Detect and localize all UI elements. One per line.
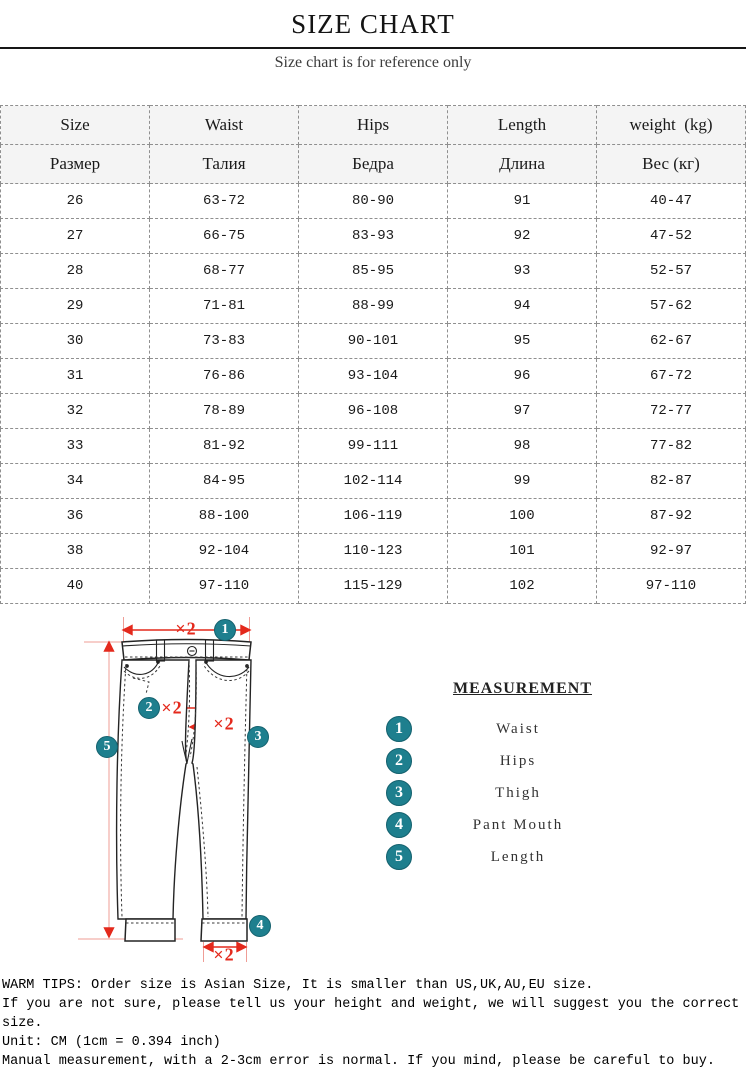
cell-hips: 88-99 bbox=[299, 289, 448, 324]
cell-waist: 92-104 bbox=[150, 534, 299, 569]
tips-line: Manual measurement, with a 2-3cm error is normal. If you mind, please be careful to buy. bbox=[2, 1054, 715, 1069]
cell-waist: 63-72 bbox=[150, 184, 299, 219]
legend-item-waist bbox=[380, 716, 665, 742]
cell-weight: 77-82 bbox=[597, 429, 746, 464]
marker-circle-4-icon: 4 bbox=[249, 915, 271, 937]
cell-weight: 72-77 bbox=[597, 394, 746, 429]
cell-length: 97 bbox=[448, 394, 597, 429]
cell-hips: 83-93 bbox=[299, 219, 448, 254]
col-header-waist: Waist bbox=[150, 106, 299, 145]
cell-length: 99 bbox=[448, 464, 597, 499]
cell-size: 38 bbox=[1, 534, 150, 569]
table-row bbox=[1, 429, 746, 464]
cell-size: 26 bbox=[1, 184, 150, 219]
cell-length: 91 bbox=[448, 184, 597, 219]
cell-size: 32 bbox=[1, 394, 150, 429]
legend-circle-3-icon: 3 bbox=[386, 780, 412, 806]
cell-hips: 80-90 bbox=[299, 184, 448, 219]
cell-weight: 62-67 bbox=[597, 324, 746, 359]
legend-label: Length bbox=[490, 848, 546, 865]
col-header-size-ru: Размер bbox=[1, 145, 150, 184]
measurement-diagram bbox=[0, 604, 746, 974]
legend-label: Waist bbox=[496, 720, 540, 737]
table-row bbox=[1, 184, 746, 219]
tips-line: Unit: CM (1cm = 0.394 inch) bbox=[2, 1035, 221, 1050]
legend-circle-1-icon: 1 bbox=[386, 716, 412, 742]
cell-length: 96 bbox=[448, 359, 597, 394]
cell-size: 29 bbox=[1, 289, 150, 324]
marker-circle-2-icon: 2 bbox=[138, 697, 160, 719]
cell-weight: 82-87 bbox=[597, 464, 746, 499]
table-row bbox=[1, 289, 746, 324]
cell-hips: 102-114 bbox=[299, 464, 448, 499]
legend-circle-5-icon: 5 bbox=[386, 844, 412, 870]
cell-hips: 115-129 bbox=[299, 569, 448, 604]
x2-label-thigh: ×2 bbox=[213, 713, 235, 734]
cell-hips: 110-123 bbox=[299, 534, 448, 569]
table-row bbox=[1, 394, 746, 429]
cell-size: 34 bbox=[1, 464, 150, 499]
cell-length: 94 bbox=[448, 289, 597, 324]
table-row bbox=[1, 219, 746, 254]
cell-length: 102 bbox=[448, 569, 597, 604]
cell-waist: 66-75 bbox=[150, 219, 299, 254]
cell-hips: 85-95 bbox=[299, 254, 448, 289]
legend-item-thigh bbox=[380, 780, 665, 806]
cell-hips: 99-111 bbox=[299, 429, 448, 464]
cell-weight: 47-52 bbox=[597, 219, 746, 254]
col-header-size: Size bbox=[1, 106, 150, 145]
legend-circle-2-icon: 2 bbox=[386, 748, 412, 774]
col-header-weight: weight (kg) bbox=[597, 106, 746, 145]
cell-size: 33 bbox=[1, 429, 150, 464]
cell-waist: 81-92 bbox=[150, 429, 299, 464]
legend-label: Pant Mouth bbox=[472, 816, 564, 833]
cell-size: 40 bbox=[1, 569, 150, 604]
warm-tips bbox=[0, 976, 746, 1071]
cell-weight: 97-110 bbox=[597, 569, 746, 604]
cell-hips: 90-101 bbox=[299, 324, 448, 359]
cell-weight: 92-97 bbox=[597, 534, 746, 569]
table-row bbox=[1, 254, 746, 289]
cell-weight: 57-62 bbox=[597, 289, 746, 324]
table-row bbox=[1, 464, 746, 499]
cell-waist: 73-83 bbox=[150, 324, 299, 359]
marker-circle-1-icon: 1 bbox=[214, 619, 236, 641]
legend-item-pant-mouth bbox=[380, 812, 665, 838]
col-header-waist-ru: Талия bbox=[150, 145, 299, 184]
cell-waist: 84-95 bbox=[150, 464, 299, 499]
cell-waist: 76-86 bbox=[150, 359, 299, 394]
legend-label: Hips bbox=[499, 752, 537, 769]
cell-size: 30 bbox=[1, 324, 150, 359]
marker-circle-3-icon: 3 bbox=[247, 726, 269, 748]
cell-size: 28 bbox=[1, 254, 150, 289]
cell-weight: 87-92 bbox=[597, 499, 746, 534]
cell-weight: 40-47 bbox=[597, 184, 746, 219]
table-header-ru bbox=[1, 145, 746, 184]
col-header-hips: Hips bbox=[299, 106, 448, 145]
table-row bbox=[1, 569, 746, 604]
measurement-legend bbox=[380, 680, 665, 876]
table-row bbox=[1, 324, 746, 359]
legend-circle-4-icon: 4 bbox=[386, 812, 412, 838]
size-table bbox=[0, 105, 746, 604]
cell-waist: 78-89 bbox=[150, 394, 299, 429]
col-header-weight-ru: Вес (кг) bbox=[597, 145, 746, 184]
cell-length: 95 bbox=[448, 324, 597, 359]
cell-length: 100 bbox=[448, 499, 597, 534]
col-header-length: Length bbox=[448, 106, 597, 145]
cell-waist: 97-110 bbox=[150, 569, 299, 604]
x2-label-hips: ×2 bbox=[161, 697, 183, 718]
cell-weight: 67-72 bbox=[597, 359, 746, 394]
cell-waist: 88-100 bbox=[150, 499, 299, 534]
x2-label-waist: ×2 bbox=[175, 618, 197, 639]
marker-circle-5-icon: 5 bbox=[96, 736, 118, 758]
cell-length: 101 bbox=[448, 534, 597, 569]
page-title: SIZE CHART bbox=[291, 9, 455, 39]
page-subtitle: Size chart is for reference only bbox=[274, 54, 472, 71]
tips-line: If you are not sure, please tell us your height and weight, we will suggest you the correct size. bbox=[2, 997, 740, 1031]
col-header-length-ru: Длина bbox=[448, 145, 597, 184]
cell-waist: 68-77 bbox=[150, 254, 299, 289]
pants-outline bbox=[117, 640, 251, 942]
x2-label-pant-mouth: ×2 bbox=[213, 944, 235, 965]
cell-hips: 96-108 bbox=[299, 394, 448, 429]
tips-line: WARM TIPS: Order size is Asian Size, It is smaller than US,UK,AU,EU size. bbox=[2, 978, 594, 993]
cell-size: 27 bbox=[1, 219, 150, 254]
legend-heading: MEASUREMENT bbox=[452, 680, 592, 697]
col-header-hips-ru: Бедра bbox=[299, 145, 448, 184]
cell-hips: 106-119 bbox=[299, 499, 448, 534]
cell-length: 92 bbox=[448, 219, 597, 254]
cell-weight: 52-57 bbox=[597, 254, 746, 289]
cell-length: 93 bbox=[448, 254, 597, 289]
table-row bbox=[1, 499, 746, 534]
table-header-en bbox=[1, 106, 746, 145]
legend-item-hips bbox=[380, 748, 665, 774]
table-row bbox=[1, 534, 746, 569]
legend-item-length bbox=[380, 844, 665, 870]
table-row bbox=[1, 359, 746, 394]
cell-waist: 71-81 bbox=[150, 289, 299, 324]
legend-label: Thigh bbox=[495, 784, 541, 801]
cell-size: 36 bbox=[1, 499, 150, 534]
cell-length: 98 bbox=[448, 429, 597, 464]
cell-size: 31 bbox=[1, 359, 150, 394]
cell-hips: 93-104 bbox=[299, 359, 448, 394]
